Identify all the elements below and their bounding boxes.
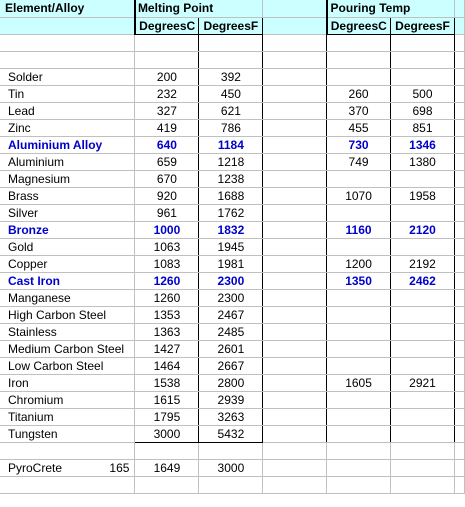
cell-element-name[interactable]: Gold (0, 239, 135, 256)
cell-edge[interactable] (455, 273, 465, 290)
cell-element-name[interactable]: Magnesium (0, 171, 135, 188)
cell-a[interactable] (0, 477, 135, 494)
cell-gap[interactable] (263, 426, 327, 443)
cell-element-name[interactable]: Manganese (0, 290, 135, 307)
cell-a[interactable] (0, 52, 135, 69)
cell-gap[interactable] (263, 358, 327, 375)
cell-melting-c[interactable]: 659 (135, 154, 199, 171)
cell-gap[interactable] (263, 188, 327, 205)
cell-melting-c[interactable]: 1615 (135, 392, 199, 409)
cell-pouring-f[interactable] (391, 52, 455, 69)
cell-element-name[interactable]: High Carbon Steel (0, 307, 135, 324)
table-row (0, 392, 465, 409)
table-row (0, 307, 465, 324)
cell-pouring-f[interactable]: 698 (391, 103, 455, 120)
blank-row (0, 477, 465, 494)
cell-gap[interactable] (263, 392, 327, 409)
header-row-2 (0, 18, 465, 35)
cell-pouring-c[interactable]: 455 (327, 120, 391, 137)
cell-pouring-c[interactable] (327, 307, 391, 324)
cell-melting-c[interactable]: 670 (135, 171, 199, 188)
cell-edge[interactable] (455, 239, 465, 256)
table-row (0, 426, 465, 443)
cell-melting-c[interactable]: 200 (135, 69, 199, 86)
cell-edge[interactable] (455, 256, 465, 273)
cell-melting-f[interactable]: 1945 (199, 239, 263, 256)
table-row (0, 86, 465, 103)
cell-pouring-f[interactable]: 1380 (391, 154, 455, 171)
cell-pouring-f[interactable] (391, 205, 455, 222)
table-row (0, 341, 465, 358)
cell-pouring-c[interactable]: 749 (327, 154, 391, 171)
header-pouring-temp[interactable]: Pouring Temp (327, 0, 455, 18)
cell-melting-c[interactable]: 1260 (135, 273, 199, 290)
cell-c[interactable] (199, 477, 263, 494)
cell-element-name[interactable]: Zinc (0, 120, 135, 137)
pyrocrete-label: PyroCrete (8, 460, 63, 475)
cell-a[interactable] (0, 443, 135, 460)
header-element-alloy[interactable]: Element/Alloy (0, 0, 135, 18)
pyrocrete-row (0, 460, 465, 477)
cell-gap[interactable] (263, 460, 327, 477)
cell-f[interactable] (391, 443, 455, 460)
cell-melting-f[interactable]: 1238 (199, 171, 263, 188)
cell-pouring-f[interactable] (391, 324, 455, 341)
cell-melting-f[interactable]: 621 (199, 103, 263, 120)
cell-edge[interactable] (455, 52, 465, 69)
cell-pouring-f[interactable]: 2462 (391, 273, 455, 290)
cell-melting-f[interactable]: 450 (199, 86, 263, 103)
cell-element-name[interactable]: Lead (0, 103, 135, 120)
header-pouring-f[interactable]: DegreesF (391, 18, 455, 35)
table-row (0, 256, 465, 273)
cell-edge[interactable] (455, 307, 465, 324)
cell-g[interactable] (455, 443, 465, 460)
cell-melting-c[interactable]: 1260 (135, 290, 199, 307)
cell-pouring-f[interactable]: 2192 (391, 256, 455, 273)
pyrocrete-extra-value: 165 (109, 460, 130, 475)
cell-pouring-c[interactable]: 1200 (327, 256, 391, 273)
cell-melting-c[interactable]: 419 (135, 120, 199, 137)
cell-edge[interactable] (455, 103, 465, 120)
cell-gap[interactable] (263, 137, 327, 154)
table-row (0, 188, 465, 205)
cell-pouring-c[interactable] (327, 69, 391, 86)
blank-row (0, 443, 465, 460)
cell-edge[interactable] (455, 86, 465, 103)
blank-row (0, 35, 465, 52)
cell-melting-c[interactable]: 1000 (135, 222, 199, 239)
cell-b[interactable] (135, 477, 199, 494)
cell-melting-f[interactable]: 2300 (199, 273, 263, 290)
cell-pouring-c[interactable] (327, 171, 391, 188)
cell-d[interactable] (263, 443, 327, 460)
cell-pouring-c[interactable] (327, 205, 391, 222)
cell-pouring-f[interactable] (391, 239, 455, 256)
table-row (0, 324, 465, 341)
cell-melting-f[interactable]: 1981 (199, 256, 263, 273)
cell-gap[interactable] (263, 273, 327, 290)
cell-melting-c[interactable]: 3000 (135, 426, 199, 443)
cell-pouring-f[interactable]: 2921 (391, 375, 455, 392)
cell-element-name[interactable]: Tin (0, 86, 135, 103)
cell-pouring-f[interactable] (391, 307, 455, 324)
header-edge-cell-2[interactable] (455, 18, 465, 35)
cell-g[interactable] (455, 477, 465, 494)
cell-melting-f[interactable]: 1184 (199, 137, 263, 154)
cell-f[interactable] (391, 477, 455, 494)
cell-pouring-f[interactable] (391, 426, 455, 443)
cell-edge[interactable] (455, 137, 465, 154)
cell-melting-c[interactable]: 1464 (135, 358, 199, 375)
table-row (0, 273, 465, 290)
cell-pouring-c[interactable] (327, 290, 391, 307)
table-row (0, 222, 465, 239)
cell-element-name[interactable]: Cast Iron (0, 273, 135, 290)
cell-gap[interactable] (263, 375, 327, 392)
cell-element-name[interactable]: Copper (0, 256, 135, 273)
cell-pouring-f[interactable] (391, 69, 455, 86)
cell-edge[interactable] (455, 205, 465, 222)
header-gap-cell[interactable] (263, 0, 327, 18)
table-row (0, 375, 465, 392)
cell-gap[interactable] (263, 52, 327, 69)
cell-gap[interactable] (263, 324, 327, 341)
cell-edge[interactable] (455, 409, 465, 426)
cell-melting-f[interactable] (199, 52, 263, 69)
table-row (0, 103, 465, 120)
cell-pouring-f[interactable] (391, 460, 455, 477)
table-row (0, 409, 465, 426)
cell-pouring-c[interactable]: 1350 (327, 273, 391, 290)
cell-pouring-c[interactable] (327, 426, 391, 443)
cell-edge[interactable] (455, 324, 465, 341)
cell-melting-c[interactable]: 1795 (135, 409, 199, 426)
cell-melting-f[interactable]: 2300 (199, 290, 263, 307)
cell-gap[interactable] (263, 341, 327, 358)
cell-melting-f[interactable]: 2601 (199, 341, 263, 358)
cell-melting-c[interactable]: 327 (135, 103, 199, 120)
cell-gap[interactable] (263, 35, 327, 52)
table-row (0, 137, 465, 154)
cell-pouring-f[interactable]: 1958 (391, 188, 455, 205)
cell-edge[interactable] (455, 35, 465, 52)
cell-edge[interactable] (455, 341, 465, 358)
table-row (0, 290, 465, 307)
cell-element-name[interactable]: Iron (0, 375, 135, 392)
cell-edge[interactable] (455, 290, 465, 307)
cell-edge[interactable] (455, 120, 465, 137)
cell-edge[interactable] (455, 154, 465, 171)
cell-edge[interactable] (455, 188, 465, 205)
cell-element-name[interactable]: Brass (0, 188, 135, 205)
cell-melting-c[interactable]: 1353 (135, 307, 199, 324)
cell-melting-c[interactable]: 920 (135, 188, 199, 205)
cell-pouring-c[interactable]: 370 (327, 103, 391, 120)
cell-melting-c[interactable]: 1427 (135, 341, 199, 358)
table-row (0, 69, 465, 86)
cell-element-name[interactable]: Aluminium Alloy (0, 137, 135, 154)
cell-melting-c[interactable]: 1063 (135, 239, 199, 256)
cell-melting-f[interactable]: 1688 (199, 188, 263, 205)
cell-pouring-f[interactable] (391, 290, 455, 307)
cell-melting-c[interactable]: 1083 (135, 256, 199, 273)
cell-melting-f[interactable]: 1218 (199, 154, 263, 171)
cell-melting-f[interactable]: 786 (199, 120, 263, 137)
cell-gap[interactable] (263, 120, 327, 137)
cell-melting-c[interactable] (135, 52, 199, 69)
cell-pouring-f[interactable] (391, 341, 455, 358)
header-melting-point[interactable]: Melting Point (135, 0, 263, 18)
cell-element-name[interactable]: Medium Carbon Steel (0, 341, 135, 358)
cell-pouring-f[interactable]: 2120 (391, 222, 455, 239)
cell-pyrocrete-melting-f[interactable]: 3000 (199, 460, 263, 477)
cell-pouring-f[interactable] (391, 392, 455, 409)
cell-melting-f[interactable] (199, 35, 263, 52)
cell-gap[interactable] (263, 103, 327, 120)
table-row (0, 358, 465, 375)
cell-melting-f[interactable]: 2485 (199, 324, 263, 341)
cell-pouring-f[interactable] (391, 171, 455, 188)
cell-b[interactable] (135, 443, 199, 460)
cell-pouring-c[interactable]: 730 (327, 137, 391, 154)
table-row (0, 205, 465, 222)
cell-melting-f[interactable]: 1832 (199, 222, 263, 239)
header-melting-c[interactable]: DegreesC (135, 18, 199, 35)
cell-element-name[interactable]: Stainless (0, 324, 135, 341)
cell-pouring-c[interactable]: 1605 (327, 375, 391, 392)
cell-pouring-c[interactable]: 1070 (327, 188, 391, 205)
cell-pouring-c[interactable] (327, 341, 391, 358)
cell-element-name[interactable]: Bronze (0, 222, 135, 239)
cell-pyrocrete-melting-c[interactable]: 1649 (135, 460, 199, 477)
cell-e[interactable] (327, 443, 391, 460)
cell-pouring-c[interactable]: 1160 (327, 222, 391, 239)
cell-melting-c[interactable]: 1538 (135, 375, 199, 392)
cell-element-name[interactable]: Silver (0, 205, 135, 222)
cell-pouring-c[interactable] (327, 35, 391, 52)
cell-melting-f[interactable]: 3263 (199, 409, 263, 426)
cell-gap[interactable] (263, 205, 327, 222)
cell-melting-f[interactable]: 5432 (199, 426, 263, 443)
cell-melting-f[interactable]: 2467 (199, 307, 263, 324)
table-row (0, 154, 465, 171)
header-edge-cell[interactable] (455, 0, 465, 18)
cell-pouring-c[interactable] (327, 392, 391, 409)
header-melting-f[interactable]: DegreesF (199, 18, 263, 35)
cell-pouring-f[interactable] (391, 35, 455, 52)
cell-element-name[interactable]: Solder (0, 69, 135, 86)
cell-element-name[interactable]: Aluminium (0, 154, 135, 171)
cell-edge[interactable] (455, 392, 465, 409)
cell-edge[interactable] (455, 426, 465, 443)
cell-edge[interactable] (455, 222, 465, 239)
cell-gap[interactable] (263, 222, 327, 239)
cell-gap[interactable] (263, 86, 327, 103)
cell-gap[interactable] (263, 409, 327, 426)
cell-pyrocrete-name[interactable] (0, 460, 135, 477)
cell-pouring-f[interactable]: 851 (391, 120, 455, 137)
cell-gap[interactable] (263, 171, 327, 188)
cell-pouring-f[interactable]: 500 (391, 86, 455, 103)
cell-melting-f[interactable]: 1762 (199, 205, 263, 222)
cell-e[interactable] (327, 477, 391, 494)
cell-c[interactable] (199, 443, 263, 460)
cell-edge[interactable] (455, 375, 465, 392)
table-row (0, 239, 465, 256)
cell-melting-c[interactable]: 640 (135, 137, 199, 154)
cell-d[interactable] (263, 477, 327, 494)
cell-gap[interactable] (263, 239, 327, 256)
cell-element-name[interactable]: Titanium (0, 409, 135, 426)
cell-edge[interactable] (455, 69, 465, 86)
cell-edge[interactable] (455, 171, 465, 188)
cell-pouring-c[interactable] (327, 358, 391, 375)
cell-element-name[interactable]: Chromium (0, 392, 135, 409)
header-pouring-c[interactable]: DegreesC (327, 18, 391, 35)
cell-melting-f[interactable]: 392 (199, 69, 263, 86)
cell-gap[interactable] (263, 154, 327, 171)
cell-pouring-c[interactable] (327, 324, 391, 341)
cell-element-name[interactable]: Low Carbon Steel (0, 358, 135, 375)
header-row-1 (0, 0, 465, 18)
table-row (0, 171, 465, 188)
cell-pouring-c[interactable]: 260 (327, 86, 391, 103)
cell-pouring-c[interactable] (327, 52, 391, 69)
cell-gap[interactable] (263, 69, 327, 86)
blank-row (0, 52, 465, 69)
cell-melting-c[interactable]: 232 (135, 86, 199, 103)
cell-pouring-f[interactable] (391, 358, 455, 375)
cell-pouring-c[interactable] (327, 409, 391, 426)
cell-melting-f[interactable]: 2667 (199, 358, 263, 375)
cell-melting-c[interactable] (135, 35, 199, 52)
cell-gap[interactable] (263, 307, 327, 324)
cell-pouring-c[interactable] (327, 460, 391, 477)
cell-pouring-c[interactable] (327, 239, 391, 256)
cell-melting-c[interactable]: 1363 (135, 324, 199, 341)
cell-melting-f[interactable]: 2939 (199, 392, 263, 409)
cell-edge[interactable] (455, 460, 465, 477)
cell-edge[interactable] (455, 358, 465, 375)
cell-melting-c[interactable]: 961 (135, 205, 199, 222)
header-gap-cell-2[interactable] (263, 18, 327, 35)
cell-a[interactable] (0, 35, 135, 52)
cell-pouring-f[interactable]: 1346 (391, 137, 455, 154)
header-blank-cell[interactable] (0, 18, 135, 35)
cell-gap[interactable] (263, 290, 327, 307)
cell-gap[interactable] (263, 256, 327, 273)
cell-element-name[interactable]: Tungsten (0, 426, 135, 443)
cell-melting-f[interactable]: 2800 (199, 375, 263, 392)
cell-pouring-f[interactable] (391, 409, 455, 426)
table-row (0, 120, 465, 137)
